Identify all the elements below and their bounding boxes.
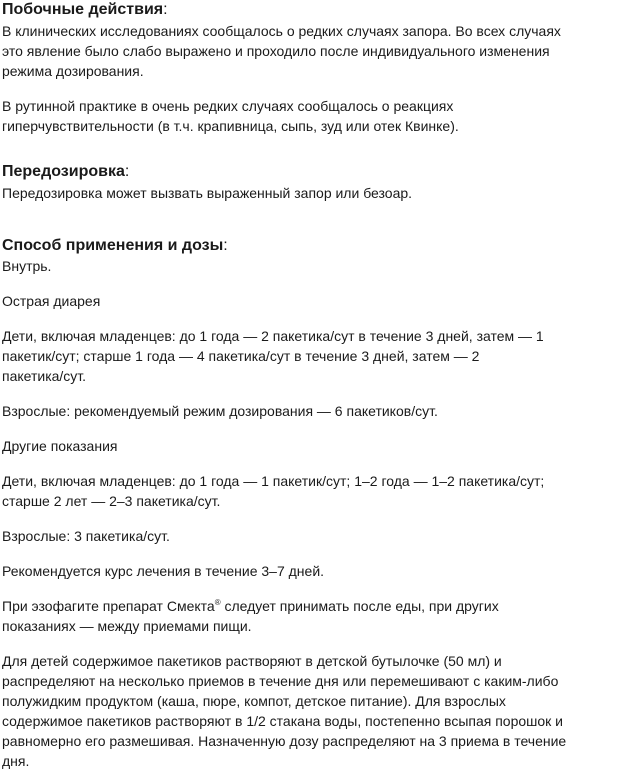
paragraph: Другие показания [2, 438, 118, 454]
section-heading: Передозировка: [2, 163, 130, 180]
paragraph: Дети, включая младенцев: до 1 года — 2 пакетика/сут в течение 3 дней, затем — 1 пакетик/сут; старше 1 года — 4 пакетика/сут в течение 3 дней, затем — 2 пакетика/сут. [2, 328, 544, 384]
paragraph: В рутинной практике в очень редких случаях сообщалось о реакциях гиперчувствительности (в т.ч. крапивница, сыпь, зуд или отек Квинке). [2, 98, 459, 134]
section-heading: Побочные действия: [2, 1, 168, 18]
paragraph: Взрослые: 3 пакетика/сут. [2, 528, 170, 544]
paragraph: Рекомендуется курс лечения в течение 3–7 дней. [2, 563, 325, 579]
section-dosage [2, 236, 612, 771]
section-heading: Способ применения и дозы: [2, 237, 228, 254]
paragraph: В клинических исследованиях сообщалось о редких случаях запора. Во всех случаях это явление было слабо выражено и проходило после индивидуального изменения режима дозирования. [2, 23, 561, 79]
paragraph: Для детей содержимое пакетиков растворяют в детской бутылочке (50 мл) и распределяют на несколько приемов в течение дня или перемешивают с каким-либо полужидким продуктом (каша, пюре, компот, детское питание). Для взрослых содержимое пакетиков растворяют в 1/2 стакана воды, постепенно всыпая порошок и равномерно его размешивая. Назначенную дозу распределяют на 3 приема в течение дня. [2, 653, 567, 769]
section-overdose [2, 162, 612, 203]
paragraph: Взрослые: рекомендуемый режим дозирования — 6 пакетиков/сут. [2, 403, 438, 419]
paragraph: Передозировка может вызвать выраженный запор или безоар. [2, 185, 413, 201]
paragraph: Внутрь. [2, 258, 52, 274]
paragraph: Острая диарея [2, 293, 101, 309]
section-side-effects [2, 0, 612, 136]
paragraph: Дети, включая младенцев: до 1 года — 1 пакетик/сут; 1–2 года — 1–2 пакетика/сут; старше 2 лет — 2–3 пакетика/сут. [2, 473, 545, 509]
registered-mark: ® [214, 598, 221, 607]
paragraph-esophagitis: При эзофагите препарат Смекта® следует принимать после еды, при других показаниях — между приемами пищи. [2, 598, 499, 634]
